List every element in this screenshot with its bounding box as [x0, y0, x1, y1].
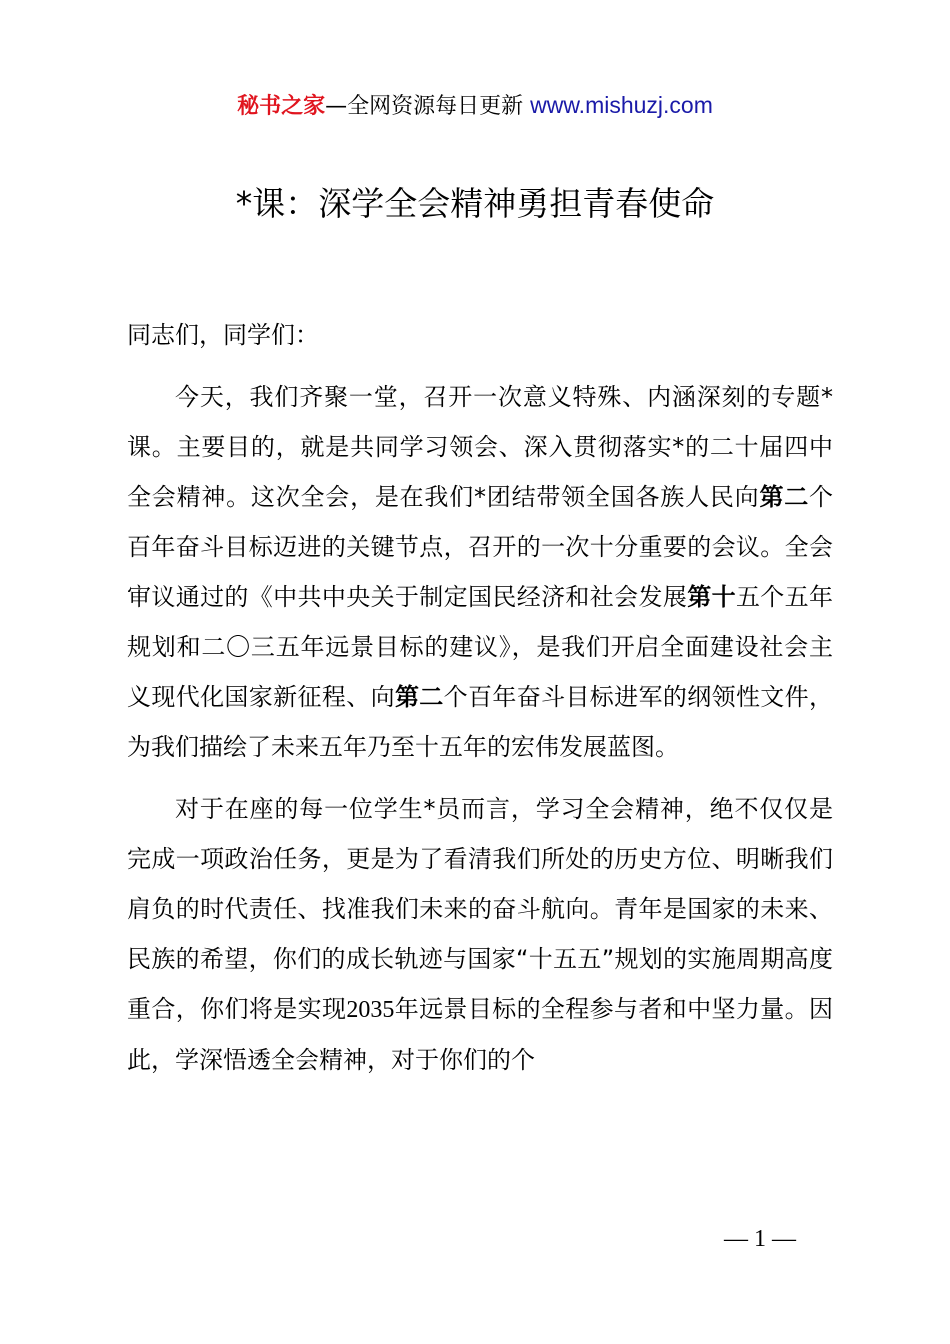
site-header: [0, 88, 950, 124]
paragraph-text: 年远景目标的全程参与者和中坚力量。因此，学深悟透全会精神，对于你们的个: [127, 995, 834, 1074]
emphasis-text: 第十: [687, 583, 736, 611]
document-body: [127, 310, 833, 1097]
paragraph-text: 今天，我们齐聚一堂，召开一次意义特殊、内涵深刻的专题*课。主要目的，就是共同学习领会、深入贯彻落实*的二十届四中全会精神。这次全会，是在我们*团结带领全国各族人民向: [127, 383, 833, 511]
paragraph-list: [127, 372, 833, 1085]
emphasis-text: 第二: [759, 483, 810, 511]
paragraph-text: 五个五年规划和二〇三五年远景目标的建议》，是我们开启全面建设社会主义现代化国家新征程、向: [127, 583, 834, 711]
site-brand: 秘书之家: [237, 94, 326, 119]
paragraph-text: 个百年奋斗目标进军的纲领性文件，为我们描绘了未来五年乃至十五年的宏伟发展蓝图。: [127, 683, 834, 761]
emphasis-text: 第二: [394, 683, 444, 711]
page-number: — 1 —: [724, 1226, 796, 1252]
site-url-link[interactable]: www.mishuzj.com: [530, 92, 713, 118]
paragraph-text: 对于在座的每一位学生*员而言，学习全会精神，绝不仅仅是完成一项政治任务，更是为了看清我们所处的历史方位、明晰我们肩负的时代责任、找准我们未来的奋斗航向。青年是国家的未来、民族的希望，你们的成长轨迹与国家“十五五”规划的实施周期高度重合，你们将是实现: [127, 795, 833, 1023]
paragraph-text: 个百年奋斗目标迈进的关键节点，召开的一次十分重要的会议。全会审议通过的《中共中央关于制定国民经济和社会发展: [127, 483, 834, 611]
site-tagline: —全网资源每日更新: [325, 94, 531, 119]
body-paragraph: [127, 784, 833, 1085]
document-title: *课：深学全会精神勇担青春使命: [235, 184, 715, 223]
body-paragraph: [127, 372, 833, 772]
paragraph-text: 2035: [346, 997, 395, 1023]
salutation: 同志们，同学们：: [127, 321, 319, 349]
